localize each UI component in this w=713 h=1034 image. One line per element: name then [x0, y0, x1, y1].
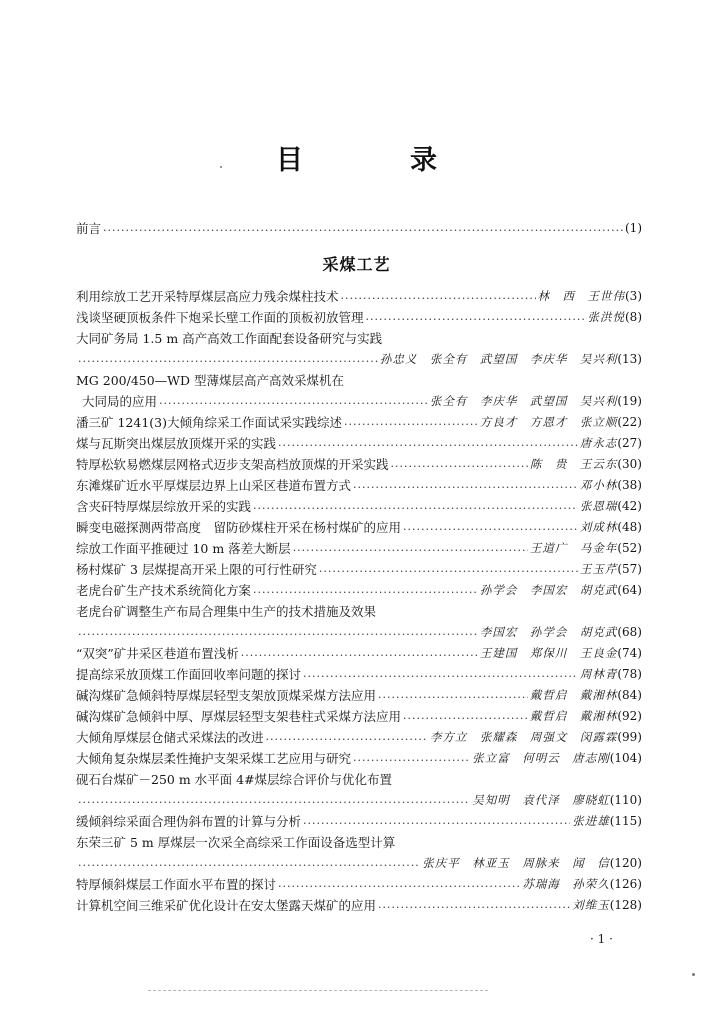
scan-artifact-line — [148, 990, 488, 991]
dot-leader — [293, 542, 528, 559]
toc-entry-title: 大倾角复杂煤层柔性掩护支架采煤工艺应用与研究 — [76, 751, 352, 766]
dot-leader — [344, 416, 478, 433]
toc-entry[interactable] — [76, 496, 642, 517]
toc-entry-authors: 唐永志 — [579, 436, 618, 450]
toc-entry-page: (22) — [617, 415, 642, 429]
toc-entry-page: (84) — [617, 688, 642, 702]
dot-leader — [403, 710, 528, 727]
toc-entry-title-line[interactable]: 大同矿务局 1.5 m 高产高效工作面配套设备研究与实践 — [76, 331, 383, 346]
dot-leader — [353, 752, 470, 769]
dot-leader — [253, 584, 478, 601]
scan-speck — [220, 166, 222, 168]
toc-entry-title: 含夹矸特厚煤层综放开采的实践 — [76, 499, 252, 514]
toc-entry-title: 计算机空间三维采矿优化设计在安太堡露天煤矿的应用 — [76, 898, 377, 913]
dot-leader — [159, 395, 428, 412]
toc-entry-authors: 李国宏 孙学会 胡克武 — [479, 625, 618, 639]
toc-entry-authors: 张立富 何明云 唐志刚 — [472, 751, 610, 765]
toc-entry-authors: 王玉芹 — [579, 562, 618, 576]
toc-entry[interactable] — [76, 853, 642, 874]
toc-entry-authors: 苏瑞海 孙荣久 — [522, 877, 610, 891]
toc-entry[interactable] — [76, 475, 642, 496]
toc-entry-page: (92) — [617, 709, 642, 723]
toc-entry-page: (8) — [625, 310, 642, 324]
toc-entry-page: (38) — [617, 478, 642, 492]
dot-leader — [253, 500, 578, 517]
toc-entry-authors: 吴知明 袁代泽 廖晓虹 — [472, 793, 610, 807]
dot-leader — [78, 626, 478, 643]
toc-entry-page: (57) — [617, 562, 642, 576]
toc-entry[interactable] — [76, 643, 642, 664]
dot-leader — [266, 731, 428, 748]
toc-entry-title: 缓倾斜综采面合理伪斜布置的计算与分析 — [76, 814, 302, 829]
toc-entry-title: 碱沟煤矿急倾斜中厚、厚煤层轻型支架巷柱式采煤方法应用 — [76, 709, 402, 724]
toc-entry[interactable] — [76, 218, 642, 239]
toc-entry[interactable] — [76, 538, 642, 559]
toc-entry-title: 提高综采放顶煤工作面回收率问题的探讨 — [76, 667, 302, 682]
dot-leader — [366, 311, 586, 328]
toc-entry-authors: 王道广 马金年 — [529, 541, 618, 555]
dot-leader — [78, 794, 470, 811]
dot-leader — [303, 668, 578, 685]
page-title: 目 录 — [276, 145, 477, 176]
toc-entry-authors: 张洪悦 — [587, 310, 625, 324]
toc-entry[interactable] — [76, 433, 642, 454]
dot-leader — [78, 857, 420, 874]
toc-entry-title: 瞬变电磁探测两带高度 留防砂煤柱开采在杨村煤矿的应用 — [76, 520, 402, 535]
dot-leader — [241, 647, 478, 664]
section-heading: 采煤工艺 — [322, 255, 391, 274]
toc-entry-title: 潘三矿 1241(3)大倾角综采工作面试采实践综述 — [76, 415, 342, 430]
toc-entry-page: (3) — [625, 289, 642, 303]
toc-entry-authors: 周林青 — [579, 667, 618, 681]
toc-entry[interactable] — [76, 895, 642, 916]
toc-entry-page: (78) — [617, 667, 642, 681]
toc-entry-title: 特厚倾斜煤层工作面水平布置的探讨 — [76, 877, 277, 892]
dot-leader — [403, 521, 578, 538]
toc-entry-authors: 张全有 李庆华 武望国 吴兴利 — [429, 394, 618, 408]
toc-entry-title: 东滩煤矿近水平厚煤层边界上山采区巷道布置方式 — [76, 478, 352, 493]
toc-entry-authors: 孙学会 李国宏 胡克武 — [479, 583, 618, 597]
toc-entry[interactable] — [76, 559, 642, 580]
toc-entry-authors: 戴哲启 戴湘林 — [529, 709, 618, 723]
toc-entry-page: (52) — [617, 541, 642, 555]
toc-entry-authors: 张恩瑞 — [579, 499, 618, 513]
toc-entry-page: (110) — [609, 793, 642, 807]
toc-entry-title: 老虎台矿生产技术系统简化方案 — [76, 583, 252, 598]
toc-entry[interactable] — [76, 412, 642, 433]
dot-leader — [341, 290, 536, 307]
dot-leader — [391, 458, 528, 475]
toc-entry-title: 大倾角厚煤层仓储式采煤法的改进 — [76, 730, 264, 745]
toc-entry-page: (74) — [617, 646, 642, 660]
toc-entry-title: 碱沟煤矿急倾斜特厚煤层轻型支架放顶煤采煤方法应用 — [76, 688, 377, 703]
toc-entry[interactable] — [76, 622, 642, 643]
toc-entry-title: 综放工作面平推硬过 10 m 落差大断层 — [76, 541, 291, 556]
toc-entry[interactable] — [76, 286, 642, 307]
toc-entry-page: (27) — [617, 436, 642, 450]
toc-entry-title-line[interactable]: 老虎台矿调整生产布局合理集中生产的技术措施及效果 — [76, 604, 377, 619]
toc-entry-title-line[interactable]: MG 200/450—WD 型薄煤层高产高效采煤机在 — [76, 373, 345, 388]
toc-entry[interactable] — [76, 664, 642, 685]
toc-entry-title: 利用综放工艺开采特厚煤层高应力残余煤柱技术 — [76, 289, 339, 304]
toc-entry-page: (30) — [617, 457, 642, 471]
toc-entry[interactable] — [82, 391, 642, 412]
page-number: · 1 · — [590, 932, 613, 946]
toc-entry-page: (68) — [617, 625, 642, 639]
dot-leader — [278, 437, 578, 454]
toc-entry-title: “双突”矿井采区巷道布置浅析 — [76, 646, 239, 661]
toc-entry-title: 前言 — [76, 221, 102, 236]
dot-leader — [378, 899, 570, 916]
toc-entry-authors: 刘成林 — [579, 520, 618, 534]
toc-entry-title: 特厚松软易燃煤层网格式迈步支架高档放顶煤的开采实践 — [76, 457, 389, 472]
toc-entry-page: (19) — [617, 394, 642, 408]
toc-entry-page: (115) — [609, 814, 642, 828]
toc-entry-page: (128) — [609, 898, 642, 912]
toc-entry[interactable] — [76, 349, 642, 370]
toc-entry-authors: 王建国 郑保川 王良金 — [479, 646, 618, 660]
toc-entry-page: (64) — [617, 583, 642, 597]
toc-entry-page: (120) — [609, 856, 642, 870]
toc-entry-title: 大同局的应用 — [82, 394, 158, 409]
toc-entry[interactable] — [76, 748, 642, 769]
toc-entry[interactable] — [76, 811, 642, 832]
toc-entry-title-line[interactable]: 砚石台煤矿－250 m 水平面 4#煤层综合评价与优化布置 — [76, 772, 393, 787]
toc-entry-authors: 陈 贵 王云东 — [529, 457, 618, 471]
toc-entry-title: 煤与瓦斯突出煤层放顶煤开采的实践 — [76, 436, 277, 451]
toc-entry-page: (126) — [609, 877, 642, 891]
toc-entry-authors: 张进雄 — [572, 814, 610, 828]
toc-entry[interactable] — [76, 790, 642, 811]
toc-entry-title: 杨村煤矿 3 层煤提高开采上限的可行性研究 — [76, 562, 317, 577]
toc-entry-authors: 林 西 王世伟 — [537, 289, 625, 303]
dot-leader — [103, 222, 623, 239]
toc-entry[interactable] — [76, 727, 642, 748]
toc-entry-title: 浅谈坚硬顶板条件下炮采长壁工作面的顶板初放管理 — [76, 310, 364, 325]
toc-entry[interactable] — [76, 685, 642, 706]
toc-entry-authors: 孙忠义 张全有 武望国 李庆华 吴兴利 — [379, 352, 618, 366]
toc-entry-page: (42) — [617, 499, 642, 513]
toc-entry-page: (48) — [617, 520, 642, 534]
toc-entry-page: (13) — [617, 352, 642, 366]
dot-leader — [353, 479, 578, 496]
toc-entry-authors: 方良才 方恩才 张立顺 — [479, 415, 618, 429]
dot-leader — [278, 878, 520, 895]
toc-entry[interactable] — [76, 874, 642, 895]
toc-entry[interactable] — [76, 454, 642, 475]
toc-entry[interactable] — [76, 580, 642, 601]
dot-leader — [78, 353, 378, 370]
toc-entry-authors: 邓小林 — [579, 478, 618, 492]
toc-entry-authors: 戴哲启 戴湘林 — [529, 688, 618, 702]
scan-speck — [692, 973, 695, 976]
toc-entry-title-line[interactable]: 东荣三矿 5 m 厚煤层一次采全高综采工作面设备选型计算 — [76, 835, 396, 850]
dot-leader — [378, 689, 528, 706]
dot-leader — [319, 563, 578, 580]
toc-entry-page: (104) — [609, 751, 642, 765]
toc-entry-authors: 张庆平 林亚玉 周脉来 闻 信 — [422, 856, 610, 870]
toc-entry[interactable] — [76, 706, 642, 727]
toc-entry-authors: 李方立 张耀森 周强文 闵露霖 — [429, 730, 618, 744]
dot-leader — [303, 815, 570, 832]
toc-entry-page: (99) — [617, 730, 642, 744]
toc-entry-authors: 刘维玉 — [572, 898, 610, 912]
toc-entry[interactable] — [76, 307, 642, 328]
toc-entry-page: (1) — [625, 221, 642, 235]
toc-entry[interactable] — [76, 517, 642, 538]
